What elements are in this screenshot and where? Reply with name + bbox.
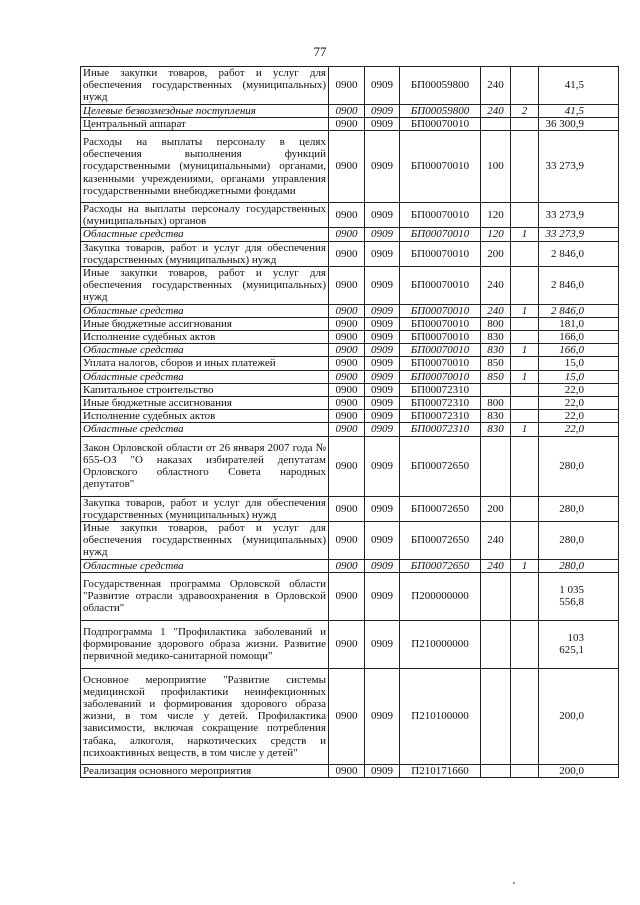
row-target-article: БП00070010 (400, 344, 481, 357)
table-row (81, 764, 619, 777)
row-section-code: 0909 (365, 267, 400, 305)
row-ministry-code: 0900 (329, 104, 365, 117)
row-ministry-code: 0900 (329, 267, 365, 305)
page-number: 77 (313, 44, 327, 59)
table-row (81, 104, 619, 117)
row-funding-source (511, 317, 539, 330)
row-amount: 22,0 (539, 423, 619, 436)
row-ministry-code: 0900 (329, 436, 365, 496)
row-target-article: БП00072650 (400, 436, 481, 496)
row-amount: 280,0 (539, 522, 619, 560)
table-row (81, 357, 619, 370)
row-amount: 2 846,0 (539, 267, 619, 305)
row-ministry-code: 0900 (329, 117, 365, 130)
row-expense-type: 240 (481, 559, 511, 572)
row-description: Областные средства (81, 559, 329, 572)
row-description: Исполнение судебных актов (81, 331, 329, 344)
row-expense-type: 800 (481, 317, 511, 330)
row-target-article: БП00072310 (400, 410, 481, 423)
row-funding-source (511, 436, 539, 496)
row-target-article: БП00072310 (400, 383, 481, 396)
row-target-article: БП00059800 (400, 67, 481, 105)
row-ministry-code: 0900 (329, 228, 365, 241)
row-expense-type (481, 764, 511, 777)
table-row (81, 203, 619, 228)
table-row (81, 620, 619, 668)
row-description: Областные средства (81, 304, 329, 317)
row-funding-source (511, 203, 539, 228)
row-description: Основное мероприятие "Развитие системы медицинской профилактики неинфекционных заболеваний и формирования здорового образа жизни, в том числе у детей. Профилактика зависимости, включая сокращение потребления табака, алкоголя, наркотических средств и психоактивных веществ, в том числе у детей" (81, 668, 329, 764)
row-description: Иные бюджетные ассигнования (81, 317, 329, 330)
row-amount: 2 846,0 (539, 241, 619, 266)
row-expense-type: 850 (481, 357, 511, 370)
row-expense-type: 830 (481, 423, 511, 436)
row-expense-type (481, 620, 511, 668)
row-description: Закупка товаров, работ и услуг для обеспечения государственных (муниципальных) нужд (81, 496, 329, 521)
row-amount: 33 273,9 (539, 228, 619, 241)
row-description: Реализация основного мероприятия (81, 764, 329, 777)
row-target-article: БП00072650 (400, 522, 481, 560)
table-row (81, 397, 619, 410)
row-target-article: П210100000 (400, 668, 481, 764)
row-description: Иные закупки товаров, работ и услуг для обеспечения государственных (муниципальных) нужд (81, 67, 329, 105)
row-expense-type: 240 (481, 304, 511, 317)
row-description: Капитальное строительство (81, 383, 329, 396)
table-row (81, 559, 619, 572)
row-section-code: 0909 (365, 522, 400, 560)
row-amount: 280,0 (539, 436, 619, 496)
row-description: Областные средства (81, 228, 329, 241)
table-row (81, 344, 619, 357)
row-target-article: БП00070010 (400, 267, 481, 305)
row-description: Подпрограмма 1 "Профилактика заболеваний и формирование здорового образа жизни. Развитие первичной медико-санитарной помощи" (81, 620, 329, 668)
row-section-code: 0909 (365, 496, 400, 521)
row-section-code: 0909 (365, 383, 400, 396)
row-amount: 15,0 (539, 357, 619, 370)
row-expense-type: 240 (481, 522, 511, 560)
table-row (81, 370, 619, 383)
row-expense-type: 830 (481, 410, 511, 423)
row-description: Расходы на выплаты персоналу государственных (муниципальных) органов (81, 203, 329, 228)
row-section-code: 0909 (365, 764, 400, 777)
row-ministry-code: 0900 (329, 331, 365, 344)
row-target-article: БП00072310 (400, 423, 481, 436)
row-funding-source: 1 (511, 423, 539, 436)
row-ministry-code: 0900 (329, 357, 365, 370)
row-amount: 181,0 (539, 317, 619, 330)
row-target-article: БП00070010 (400, 228, 481, 241)
row-funding-source (511, 668, 539, 764)
row-amount: 280,0 (539, 496, 619, 521)
budget-table (80, 66, 619, 778)
row-description: Областные средства (81, 423, 329, 436)
row-ministry-code: 0900 (329, 423, 365, 436)
table-row (81, 331, 619, 344)
row-target-article: БП00072310 (400, 397, 481, 410)
row-target-article: БП00059800 (400, 104, 481, 117)
table-body (81, 67, 619, 778)
row-section-code: 0909 (365, 131, 400, 203)
row-funding-source (511, 67, 539, 105)
row-target-article: БП00072650 (400, 559, 481, 572)
row-section-code: 0909 (365, 241, 400, 266)
row-amount: 33 273,9 (539, 131, 619, 203)
table-row (81, 423, 619, 436)
row-description: Областные средства (81, 344, 329, 357)
table-row (81, 117, 619, 130)
row-ministry-code: 0900 (329, 344, 365, 357)
row-ministry-code: 0900 (329, 241, 365, 266)
row-amount: 41,5 (539, 67, 619, 105)
row-section-code: 0909 (365, 423, 400, 436)
row-funding-source (511, 620, 539, 668)
table-row (81, 522, 619, 560)
row-section-code: 0909 (365, 304, 400, 317)
row-section-code: 0909 (365, 228, 400, 241)
row-section-code: 0909 (365, 317, 400, 330)
row-expense-type: 120 (481, 228, 511, 241)
row-funding-source (511, 397, 539, 410)
row-section-code: 0909 (365, 572, 400, 620)
table-row (81, 267, 619, 305)
scan-speck (513, 882, 515, 884)
row-target-article: БП00070010 (400, 131, 481, 203)
row-section-code: 0909 (365, 436, 400, 496)
row-expense-type: 100 (481, 131, 511, 203)
row-funding-source: 1 (511, 304, 539, 317)
row-expense-type (481, 668, 511, 764)
row-section-code: 0909 (365, 397, 400, 410)
row-target-article: БП00070010 (400, 304, 481, 317)
table-row (81, 572, 619, 620)
row-description: Расходы на выплаты персоналу в целях обеспечения выполнения функций государственными (муниципальными) органами, казенными учреждениями, органами управления государственными внебюджетными фондами (81, 131, 329, 203)
row-expense-type: 240 (481, 104, 511, 117)
row-target-article: БП00070010 (400, 317, 481, 330)
row-amount: 200,0 (539, 668, 619, 764)
row-expense-type (481, 436, 511, 496)
row-section-code: 0909 (365, 357, 400, 370)
row-amount: 166,0 (539, 331, 619, 344)
row-description: Иные закупки товаров, работ и услуг для обеспечения государственных (муниципальных) нужд (81, 522, 329, 560)
row-ministry-code: 0900 (329, 410, 365, 423)
row-target-article: БП00070010 (400, 331, 481, 344)
row-funding-source: 1 (511, 344, 539, 357)
row-section-code: 0909 (365, 410, 400, 423)
row-description: Иные закупки товаров, работ и услуг для обеспечения государственных (муниципальных) нужд (81, 267, 329, 305)
row-section-code: 0909 (365, 104, 400, 117)
row-amount: 2 846,0 (539, 304, 619, 317)
row-target-article: БП00070010 (400, 357, 481, 370)
row-expense-type: 240 (481, 267, 511, 305)
row-funding-source (511, 522, 539, 560)
row-funding-source (511, 241, 539, 266)
row-expense-type: 200 (481, 496, 511, 521)
row-target-article: БП00072650 (400, 496, 481, 521)
row-ministry-code: 0900 (329, 496, 365, 521)
row-expense-type (481, 383, 511, 396)
table-row (81, 67, 619, 105)
row-target-article: П210000000 (400, 620, 481, 668)
row-ministry-code: 0900 (329, 559, 365, 572)
row-funding-source (511, 267, 539, 305)
row-funding-source (511, 572, 539, 620)
row-target-article: БП00070010 (400, 117, 481, 130)
row-ministry-code: 0900 (329, 620, 365, 668)
row-section-code: 0909 (365, 620, 400, 668)
row-funding-source: 1 (511, 370, 539, 383)
row-section-code: 0909 (365, 67, 400, 105)
table-row (81, 668, 619, 764)
row-ministry-code: 0900 (329, 668, 365, 764)
row-funding-source: 1 (511, 228, 539, 241)
row-expense-type: 830 (481, 331, 511, 344)
row-ministry-code: 0900 (329, 383, 365, 396)
row-section-code: 0909 (365, 117, 400, 130)
row-description: Исполнение судебных актов (81, 410, 329, 423)
row-expense-type: 850 (481, 370, 511, 383)
row-amount: 1 035 556,8 (539, 572, 619, 620)
row-amount: 166,0 (539, 344, 619, 357)
row-target-article: П210171660 (400, 764, 481, 777)
row-description: Государственная программа Орловской области "Развитие отрасли здравоохранения в Орловской области" (81, 572, 329, 620)
table-row (81, 410, 619, 423)
row-amount: 200,0 (539, 764, 619, 777)
row-section-code: 0909 (365, 668, 400, 764)
row-section-code: 0909 (365, 559, 400, 572)
row-funding-source (511, 117, 539, 130)
row-funding-source (511, 357, 539, 370)
row-ministry-code: 0900 (329, 370, 365, 383)
row-ministry-code: 0900 (329, 317, 365, 330)
row-description: Уплата налогов, сборов и иных платежей (81, 357, 329, 370)
row-section-code: 0909 (365, 370, 400, 383)
row-funding-source (511, 764, 539, 777)
row-expense-type: 240 (481, 67, 511, 105)
row-funding-source (511, 331, 539, 344)
row-ministry-code: 0900 (329, 203, 365, 228)
row-ministry-code: 0900 (329, 522, 365, 560)
row-funding-source (511, 410, 539, 423)
row-ministry-code: 0900 (329, 131, 365, 203)
row-expense-type (481, 572, 511, 620)
row-description: Целевые безвозмездные поступления (81, 104, 329, 117)
table-row (81, 317, 619, 330)
row-amount: 22,0 (539, 410, 619, 423)
row-funding-source (511, 131, 539, 203)
row-amount: 280,0 (539, 559, 619, 572)
row-ministry-code: 0900 (329, 764, 365, 777)
row-expense-type (481, 117, 511, 130)
row-expense-type: 830 (481, 344, 511, 357)
row-section-code: 0909 (365, 331, 400, 344)
row-ministry-code: 0900 (329, 572, 365, 620)
table-row (81, 496, 619, 521)
row-funding-source (511, 383, 539, 396)
row-description: Закупка товаров, работ и услуг для обеспечения государственных (муниципальных) нужд (81, 241, 329, 266)
row-amount: 22,0 (539, 383, 619, 396)
row-description: Иные бюджетные ассигнования (81, 397, 329, 410)
row-ministry-code: 0900 (329, 304, 365, 317)
row-funding-source (511, 496, 539, 521)
row-amount: 22,0 (539, 397, 619, 410)
table-row (81, 241, 619, 266)
row-ministry-code: 0900 (329, 67, 365, 105)
table-row (81, 228, 619, 241)
row-section-code: 0909 (365, 344, 400, 357)
table-row (81, 131, 619, 203)
row-target-article: БП00070010 (400, 370, 481, 383)
table-row (81, 304, 619, 317)
row-target-article: БП00070010 (400, 203, 481, 228)
row-funding-source: 2 (511, 104, 539, 117)
row-description: Областные средства (81, 370, 329, 383)
table-row (81, 383, 619, 396)
row-amount: 15,0 (539, 370, 619, 383)
row-target-article: П200000000 (400, 572, 481, 620)
row-expense-type: 200 (481, 241, 511, 266)
row-description: Центральный аппарат (81, 117, 329, 130)
row-amount: 41,5 (539, 104, 619, 117)
row-amount: 36 300,9 (539, 117, 619, 130)
row-amount: 103 625,1 (539, 620, 619, 668)
row-funding-source: 1 (511, 559, 539, 572)
table-row (81, 436, 619, 496)
row-section-code: 0909 (365, 203, 400, 228)
row-target-article: БП00070010 (400, 241, 481, 266)
row-expense-type: 120 (481, 203, 511, 228)
row-description: Закон Орловской области от 26 января 2007 года № 655-ОЗ "О наказах избирателей депутатам Орловского областного Совета народных депутатов" (81, 436, 329, 496)
row-expense-type: 800 (481, 397, 511, 410)
row-amount: 33 273,9 (539, 203, 619, 228)
row-ministry-code: 0900 (329, 397, 365, 410)
